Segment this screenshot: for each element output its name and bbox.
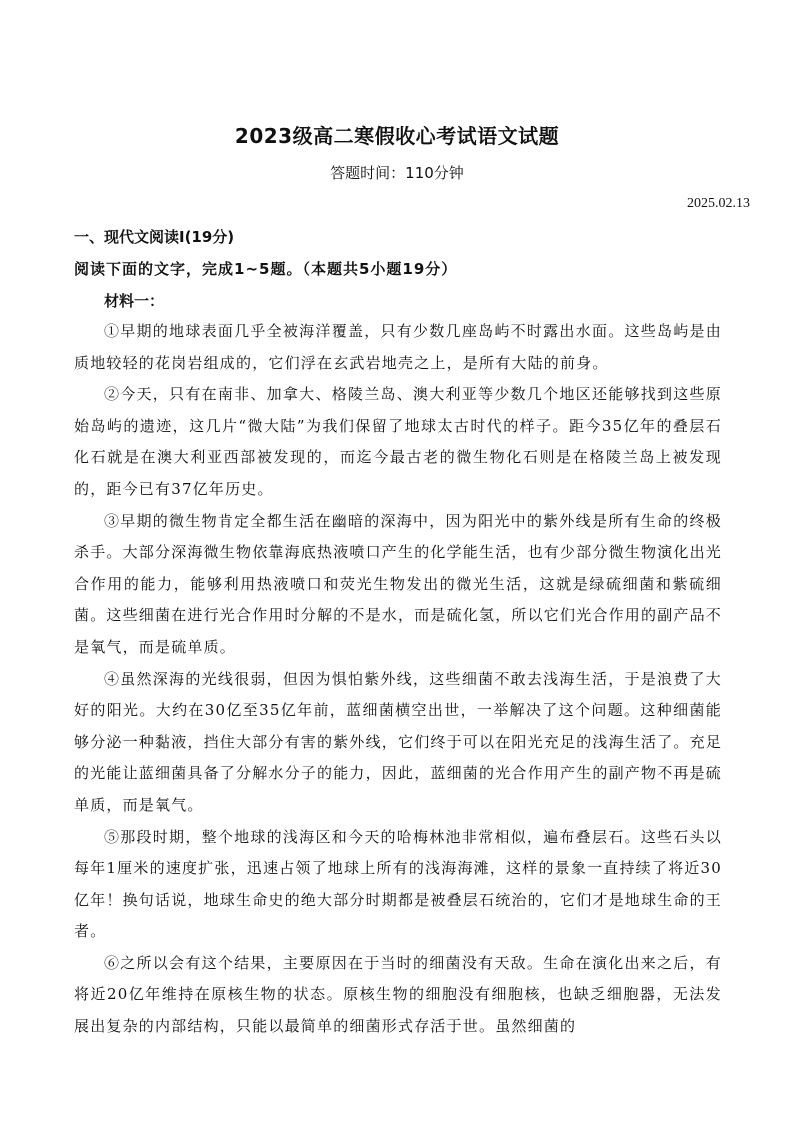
paragraph-4: ④虽然深海的光线很弱，但因为惧怕紫外线，这些细菌不敢去浅海生活，于是浪费了大好的阳光。大约在30亿至35亿年前，蓝细菌横空出世，一举解决了这个问题。这种细菌能够分泌一种黏液，挡住大部分有害的紫外线，它们终于可以在阳光充足的浅海生活了。充足的光能让蓝细菌具备了分解水分子的能力，因此，蓝细菌的光合作用产生的副产物不再是硫单质，而是氧气。 [74,669,723,814]
paragraph-1: ①早期的地球表面几乎全被海洋覆盖，只有少数几座岛屿不时露出水面。这些岛屿是由质地较轻的花岗岩组成的，它们浮在玄武岩地壳之上，是所有大陆的前身。 [74,322,722,372]
paragraph-5: ⑤那段时期，整个地球的浅海区和今天的哈梅林池非常相似，遍布叠层石。这些石头以每年1厘米的速度扩张，迅速占领了地球上所有的浅海海滩，这样的景象一直持续了将近30亿年！换句话说，地球生命史的绝大部分时期都是被叠层石统治的，它们才是地球生命的王者。 [74,827,723,941]
exam-duration: 答题时间：110分钟 [330,164,464,182]
paragraph-6: ⑥之所以会有这个结果，主要原因在于当时的细菌没有天敌。生命在演化出来之后，有将近20亿年维持在原核生物的状态。原核生物的细胞没有细胞核，也缺乏细胞器，无法发展出复杂的内部结构，只能以最简单的细菌形式存活于世。虽然细菌的 [74,953,722,1036]
reading-instruction: 阅读下面的文字，完成1~5题。（本题共5小题19分） [74,260,458,278]
passage-body [74,316,722,1043]
paragraph-3: ③早期的微生物肯定全都生活在幽暗的深海中，因为阳光中的紫外线是所有生命的终极杀手。大部分深海微生物依靠海底热液喷口产生的化学能生活，也有少部分微生物演化出光合作用的能力，能够利用热液喷口和荧光生物发出的微光生活，这就是绿硫细菌和紫硫细菌。这些细菌在进行光合作用时分解的不是水，而是硫化氢，所以它们光合作用的副产品不是氧气，而是硫单质。 [74,511,723,656]
exam-title: 2023级高二寒假收心考试语文试题 [234,124,560,148]
material-label: 材料一： [104,292,165,310]
paragraph-2: ②今天，只有在南非、加拿大、格陵兰岛、澳大利亚等少数几个地区还能够找到这些原始岛屿的遗迹，这几片“微大陆”为我们保留了地球太古时代的样子。距今35亿年的叠层石化石就是在澳大利亚西部被发现的，而迄今最古老的微生物化石则是在格陵兰岛上被发现的，距今已有37亿年历史。 [74,385,722,498]
section-heading: 一、现代文阅读I(19分) [74,228,235,246]
exam-date: 2025.02.13 [687,196,750,211]
